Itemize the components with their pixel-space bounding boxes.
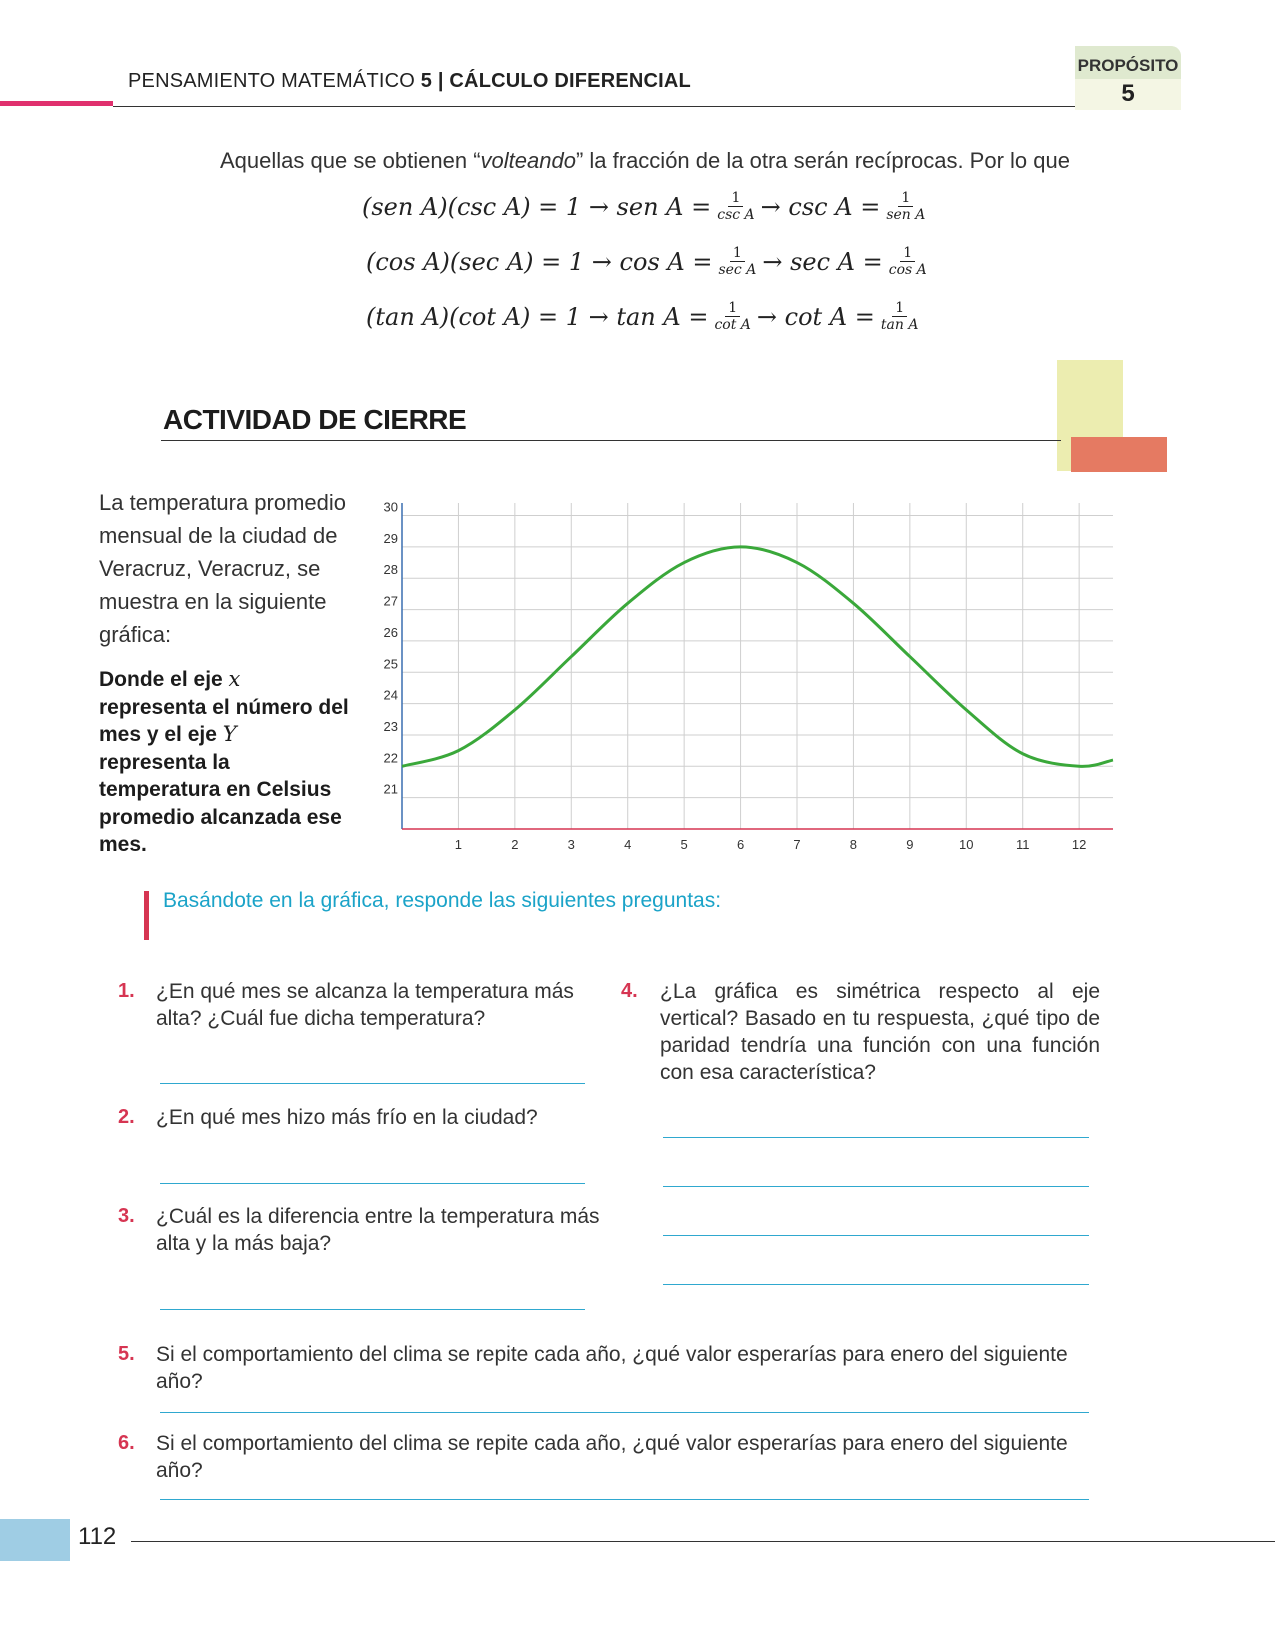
x-tick-label: 4 (624, 837, 632, 852)
activity-paragraph: La temperatura promedio mensual de la ciudad de Veracruz, Veracruz, se muestra en la siguiente gráfica: (99, 490, 347, 647)
question-5-number: 5. (118, 1343, 135, 1365)
y-tick-label: 22 (383, 750, 398, 766)
question-3-number: 3. (118, 1205, 135, 1227)
temperature-chart (383, 495, 1118, 855)
answer-line-4c[interactable] (663, 1235, 1089, 1236)
footer-rule (131, 1541, 1275, 1542)
header-title: PENSAMIENTO MATEMÁTICO 5 | CÁLCULO DIFERENCIAL (128, 70, 691, 92)
x-tick-label: 10 (959, 837, 974, 852)
question-2-text: ¿En qué mes hizo más frío en la ciudad? (156, 1106, 538, 1129)
chart-x-tick-labels (455, 837, 1087, 852)
question-2-number: 2. (118, 1106, 135, 1128)
intro-text: Aquellas que se obtienen “volteando” la fracción de la otra serán recíprocas. Por lo que (220, 148, 1070, 173)
question-5-text: Si el comportamiento del clima se repite cada año, ¿qué valor esperarías para enero del siguiente año? (156, 1343, 1068, 1393)
y-tick-label: 30 (383, 499, 398, 515)
chart-y-tick-labels (384, 500, 398, 797)
y-tick-label: 27 (383, 593, 398, 609)
x-tick-label: 1 (454, 837, 463, 852)
y-tick-label: 25 (383, 656, 398, 672)
proposito-number: 5 (1121, 80, 1135, 107)
activity-title: ACTIVIDAD DE CIERRE (163, 404, 467, 435)
answer-line-4d[interactable] (663, 1284, 1089, 1285)
activity-rule (161, 440, 1061, 441)
chart-grid (402, 503, 1113, 829)
answer-line-5[interactable] (160, 1412, 1089, 1413)
instruction-accent-bar (144, 891, 149, 940)
y-tick-label: 24 (383, 687, 398, 703)
instruction-text: Basándote en la gráfica, responde las siguientes preguntas: (163, 889, 722, 912)
y-tick-label: 28 (383, 562, 398, 578)
x-tick-label: 12 (1071, 837, 1087, 852)
axis-description: Donde el eje x representa el número del mes y el eje Y representa la temperatura en Celsius promedio alcanzada ese mes. (99, 667, 349, 856)
y-tick-label: 29 (383, 530, 398, 546)
x-tick-label: 2 (511, 837, 519, 852)
question-4-text: ¿La gráfica es simétrica respecto al eje vertical? Basado en tu respuesta, ¿qué tipo de paridad tendría una función con una función con esa característica? (660, 980, 1100, 1084)
x-tick-label: 9 (906, 837, 914, 852)
answer-line-6[interactable] (160, 1499, 1089, 1500)
question-4-number: 4. (621, 980, 638, 1002)
x-tick-label: 5 (680, 837, 688, 852)
formula-tan-cot: (tan A)(cot A) = 1 → tan A = $\frac{1}{\text{cot A}}$ → cot A = $\frac{1}{\text{tan A}}$ (366, 300, 919, 333)
page-number: 112 (78, 1523, 117, 1550)
x-tick-label: 7 (793, 837, 801, 852)
x-tick-label: 6 (736, 837, 745, 852)
y-tick-label: 21 (383, 781, 398, 797)
answer-line-2[interactable] (160, 1183, 585, 1184)
header-rule (113, 106, 1080, 107)
page-number-box (0, 1519, 70, 1561)
x-tick-label: 8 (849, 837, 858, 852)
proposito-label: PROPÓSITO (1077, 56, 1179, 75)
y-tick-label: 23 (383, 718, 398, 734)
temperature-curve (402, 547, 1113, 767)
x-tick-label: 11 (1015, 837, 1030, 852)
question-6-number: 6. (118, 1432, 135, 1454)
question-3-text: ¿Cuál es la diferencia entre la temperatura más alta y la más baja? (156, 1205, 600, 1255)
formula-cos-sec: (cos A)(sec A) = 1 → cos A = $\frac{1}{\text{sec A}}$ → sec A = $\frac{1}{\text{cos A}}$ (366, 245, 927, 278)
answer-line-4b[interactable] (663, 1186, 1089, 1187)
header-accent-bar (0, 101, 113, 106)
question-1-text: ¿En qué mes se alcanza la temperatura más alta? ¿Cuál fue dicha temperatura? (156, 980, 574, 1030)
answer-line-3[interactable] (160, 1309, 585, 1310)
chart-axes (402, 503, 1113, 829)
question-1-number: 1. (118, 980, 135, 1002)
formula-sen-csc: (sen A)(csc A) = 1 → sen A = $\frac{1}{\text{csc A}}$ → csc A = $\frac{1}{\text{sen A}}$ (362, 190, 926, 223)
answer-line-1[interactable] (160, 1083, 585, 1084)
question-6-text: Si el comportamiento del clima se repite cada año, ¿qué valor esperarías para enero del siguiente año? (156, 1432, 1068, 1482)
x-tick-label: 3 (567, 837, 575, 852)
answer-line-4a[interactable] (663, 1137, 1089, 1138)
decorative-orange-block (1071, 437, 1167, 472)
y-tick-label: 26 (383, 624, 398, 640)
